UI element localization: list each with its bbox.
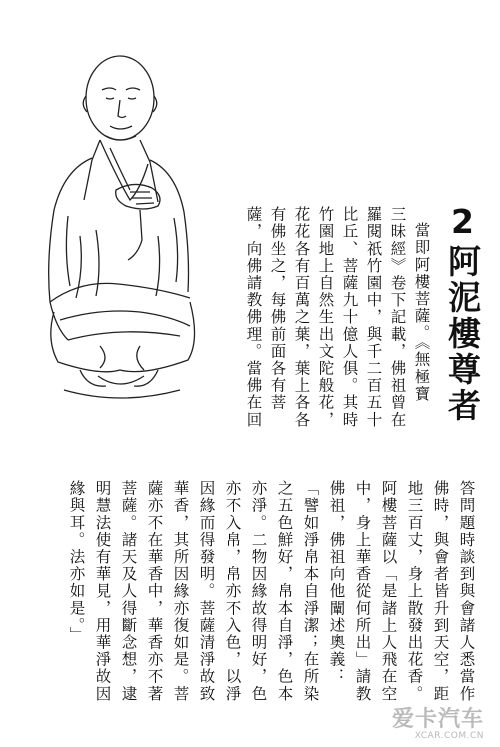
bottom-text-column: 緣與耳。法亦如是。」	[67, 480, 86, 644]
top-text-column: 羅閱祇竹園中，與千二百五十	[364, 206, 383, 429]
top-text-column: 竹園地上自然生出文陀般花，	[316, 206, 335, 429]
top-text-column: 當即阿樓菩薩。《無極寶	[412, 222, 431, 403]
bottom-text-column: 答問題時談到與會諸人悉當作	[457, 480, 476, 703]
bottom-text-column: 佛祖，佛祖向他闡述奧義：	[327, 480, 346, 686]
chapter-number: 2	[443, 202, 482, 244]
bottom-text-column: 亦淨。二物因緣故得明好，色	[249, 480, 268, 703]
arhat-name: 阿泥樓尊者	[443, 244, 482, 424]
top-text-column: 花花各有百萬之葉，葉上各各	[292, 206, 311, 429]
top-text-column: 薩，向佛請教佛理。當佛在回	[244, 206, 263, 429]
bottom-text-column: 之五色鮮好，帛本自淨，色本	[275, 480, 294, 703]
bottom-text-column: 中，身上華香從何所出」請教	[353, 480, 372, 703]
bottom-text-column: 菩薩。諸天及人得斷念想，逮	[119, 480, 138, 703]
bottom-text-column: 華香，其所因緣亦復如是。菩	[171, 480, 190, 703]
site-watermark	[392, 702, 484, 741]
chapter-title	[443, 202, 482, 424]
bottom-text-column: 明慧法使有華見，用華淨故因	[93, 480, 112, 703]
bottom-text-column: 因緣而得發明。菩薩清淨故致	[197, 480, 216, 703]
top-text-column: 有佛坐之，每佛前面各有菩	[268, 206, 287, 412]
watermark-sub: XCAR.COM.CN	[414, 731, 484, 741]
bottom-text-column: 薩亦不在華香中，華香亦不著	[145, 480, 164, 703]
top-text-column: 三昧經》卷下記載，佛祖曾在	[388, 206, 407, 429]
watermark-main: 爱卡汽车	[391, 707, 484, 732]
bottom-text-column: 亦不入帛，帛亦不入色，以淨	[223, 480, 242, 703]
bottom-text-column: 「譬如淨帛本自淨潔；在所染	[301, 480, 320, 703]
bottom-text-column: 阿樓菩薩以「是諸上人飛在空	[379, 480, 398, 703]
bottom-text-column: 地三百丈，身上散發出花香。	[405, 480, 424, 703]
arhat-figure-illustration	[40, 40, 200, 420]
bottom-text-column: 佛時，與會者皆升到天空，距	[431, 480, 450, 703]
top-text-column: 比丘、菩薩九十億人俱。其時	[340, 206, 359, 429]
